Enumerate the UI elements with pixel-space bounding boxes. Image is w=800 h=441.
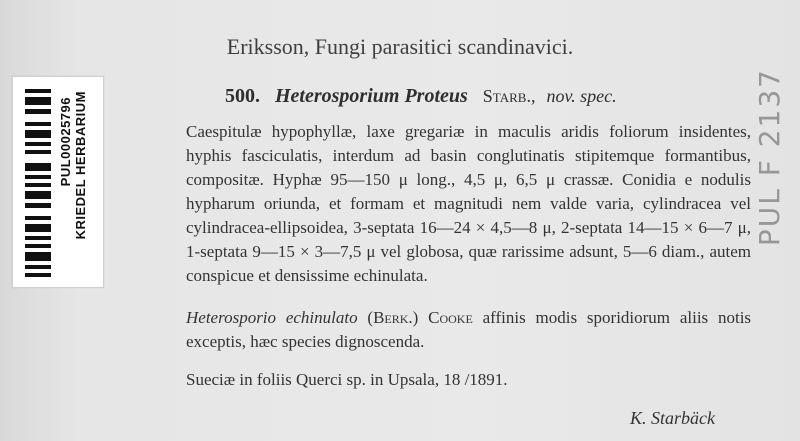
- signature: K. Starbäck: [630, 408, 715, 428]
- barcode-text-line-2: PUL00025796: [58, 97, 73, 187]
- barcode-text-line-1: KRIEDEL HERBARIUM: [73, 91, 88, 240]
- author-abbrev: Starb.,: [482, 86, 536, 106]
- note-paragraph: [186, 306, 751, 354]
- nov-spec: nov. spec.: [546, 86, 617, 106]
- note-text: affinis modis sporidiorum aliis notis exceptis, hæc species dignoscenda.: [186, 308, 752, 351]
- entry-number: 500.: [225, 85, 260, 107]
- species-name: Heterosporium Proteus: [275, 85, 468, 107]
- barcode: [25, 89, 51, 277]
- note-species-italic: Heterosporio echinulato: [186, 308, 358, 327]
- barcode-label: [12, 76, 104, 288]
- entry-line: [225, 85, 617, 108]
- note-authorities: (Berk.) Cooke: [367, 308, 473, 327]
- description-paragraph: Caespitulæ hypophyllæ, laxe gregariæ in maculis aridis foliorum insidentes, hyphis fasciculatis, interdum ad basin conglutinatis stipitemque formantibus, compositæ. Hyphæ 95—150 μ long., 4,5 μ, 6,5 μ crassæ. Conidia e nodulis hypharum oriunda, et formam et magnitudi nem valde varia, cylindracea vel cylindracea-ellipsoidea, 3-septata 16—24 × 4,5—8 μ, 2-septata 14—15 × 6—7 μ, 1-septata 9—15 × 3—7,5 μ vel globosa, quæ rarissime adsunt, 5—6 diam., autem conspicue et densissime echinulata.: [186, 122, 751, 285]
- barcode-bar: [25, 273, 51, 277]
- page-title: Eriksson, Fungi parasitici scandinavici.: [226, 34, 574, 59]
- side-code: PUL F 2137: [753, 68, 786, 247]
- locality: Sueciæ in foliis Querci sp. in Upsala, 18 /1891.: [186, 370, 508, 389]
